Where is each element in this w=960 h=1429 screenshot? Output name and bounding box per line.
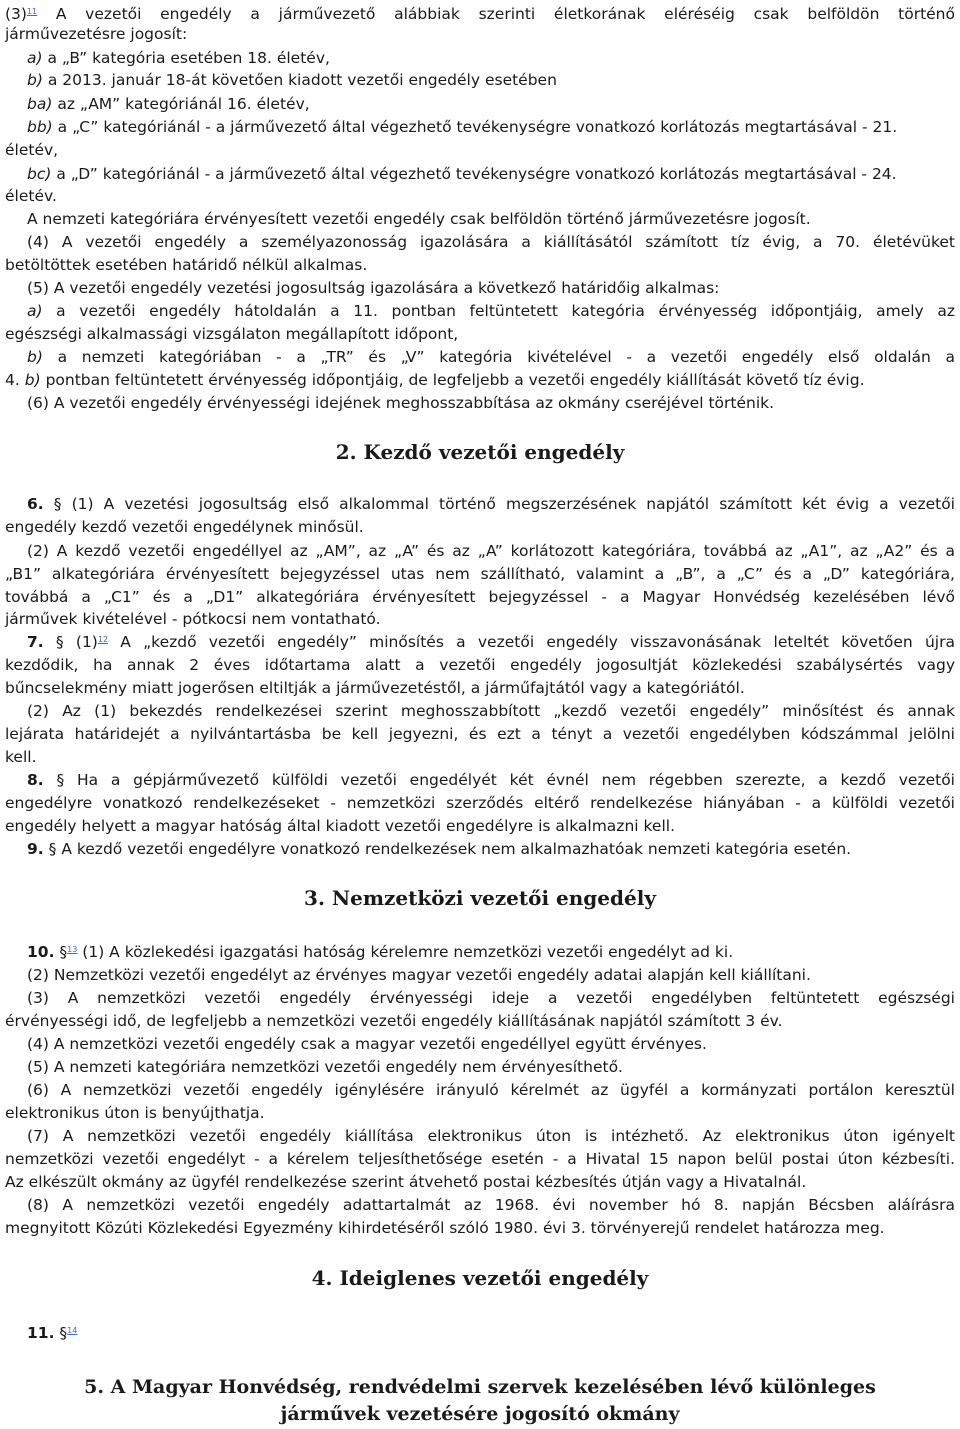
- footnote-link[interactable]: 11: [26, 7, 38, 16]
- p3-item-bb-cont: életév,: [5, 141, 59, 159]
- section-sign-link[interactable]: §: [55, 633, 64, 651]
- s8-line-2: engedélyre vonatkozó rendelkezéseket - nemzetközi szerződés eltérő rendelkezése hiányában - a külföldi vezetői: [5, 794, 955, 812]
- section-sign-link[interactable]: §: [59, 943, 68, 961]
- s7-line-4: (2) Az (1) bekezdés rendelkezései szerint meghosszabbított „kezdő vezetői engedély” minősítést és annak: [27, 702, 955, 720]
- s11-line-1: 11. §$^{14}$: [27, 1324, 78, 1342]
- section-heading-2: 2. Kezdő vezetői engedély: [335, 440, 625, 464]
- p5-item-a-cont: egészségi alkalmassági vizsgálaton megállapított időpont,: [5, 325, 459, 343]
- s6-line-4: „B1” alkategóriára érvényesített bejegyzéssel utas nem szállítható, valamint a „B”, a „C” és a „D” kategóriára,: [5, 565, 955, 583]
- s10-line-8: elektronikus úton is benyújthatja.: [5, 1104, 265, 1122]
- s8-line-1: 8. § Ha a gépjárművezető külföldi vezetői engedélyét két évnél nem régebben szerezte, a kezdő vezetői: [27, 771, 955, 789]
- footnote-link[interactable]: 13: [67, 945, 78, 954]
- p3-item-a: a) a „B” kategória esetében 18. életév,: [27, 49, 330, 67]
- s9-line-1: 9. § A kezdő vezetői engedélyre vonatkozó rendelkezések nem alkalmazhatóak nemzeti kategória esetén.: [27, 840, 852, 858]
- section-sign-link[interactable]: §: [53, 495, 62, 513]
- s7-line-3: bűncselekmény miatt jogerősen eltiltják a járművezetéstől, a járműfajtától vagy a kategóriától.: [5, 679, 745, 697]
- p4-line-2: betöltöttek esetében határidő nélkül alkalmas.: [5, 256, 368, 274]
- s10-line-1: 10. §$^{13}$ (1) A közlekedési igazgatási hatóság kérelemre nemzetközi vezetői engedélyt ad ki.: [27, 943, 734, 961]
- s6-line-3: (2) A kezdő vezetői engedéllyel az „AM”, az „A” és az „A” korlátozott kategóriára, továbbá az „A1”, az „A2” és a: [27, 542, 955, 560]
- p6-line-1: (6) A vezetői engedély érvényességi idejének meghosszabbítása az okmány cseréjével történik.: [27, 394, 775, 412]
- section-heading-4: 4. Ideiglenes vezetői engedély: [311, 1266, 649, 1290]
- s10-line-7: (6) A nemzetközi vezetői engedély igénylésére irányuló kérelmét az ügyfél a kormányzati portálon keresztül: [27, 1081, 955, 1099]
- section-sign-link[interactable]: §: [56, 771, 65, 789]
- p3-item-bb: bb) a „C” kategóriánál - a járművezető által végezhető tevékenységre vonatkozó korlátozás megtartásával - 21.: [27, 118, 898, 136]
- section-heading-5-line-1: 5. A Magyar Honvédség, rendvédelmi szervek kezelésében lévő különleges: [84, 1376, 876, 1398]
- s6-line-6: járművek kivételével - pótkocsi nem vontatható.: [5, 610, 381, 628]
- p3-line-2: járművezetésre jogosít:: [5, 25, 188, 43]
- p3-item-bc: bc) a „D” kategóriánál - a járművezető által végezhető tevékenységre vonatkozó korlátozás megtartásával - 24.: [27, 165, 897, 183]
- s7-line-5: lejárata határidejét a nyilvántartásba be kell jegyezni, és ezt a tényt a vezetői engedélyben kódszámmal jelölni: [5, 725, 955, 743]
- s10-line-2: (2) Nemzetközi vezetői engedélyt az érvényes magyar vezetői engedély adatai alapján kell kiállítani.: [27, 966, 811, 984]
- s7-line-6: kell.: [5, 748, 37, 766]
- s6-line-1: 6. § (1) A vezetési jogosultság első alkalommal történő megszerzésének napjától számított két évig a vezetői: [27, 495, 955, 513]
- p5-line-1: (5) A vezetői engedély vezetési jogosultság igazolására a következő határidőig alkalmas:: [27, 279, 720, 297]
- s10-line-10: nemzetközi vezetői engedélyt - a kérelem teljesíthetősége esetén - a Hivatal 15 napon belül postai úton kézbesíti.: [5, 1150, 955, 1168]
- section-sign-link[interactable]: §: [48, 840, 57, 858]
- p4-line-1: (4) A vezetői engedély a személyazonosság igazolására a kiállításától számított tíz évig, a 70. életévüket: [27, 233, 955, 251]
- s6-line-5: továbbá a „C1” és a „D1” alkategóriára érvényesített bejegyzéssel - a Magyar Honvédség kezelésében lévő: [5, 588, 955, 606]
- s10-line-11: Az elkészült okmány az ügyfél rendelkezése szerint átvehető postai kézbesítés útján vagy a Hivatalnál.: [5, 1173, 807, 1191]
- section-heading-5-line-2: járművek vezetésére jogosító okmány: [280, 1403, 680, 1425]
- p3-national: A nemzeti kategóriára érvényesített vezetői engedély csak belföldön történő járművezetésre jogosít.: [27, 210, 811, 228]
- s10-line-12: (8) A nemzetközi vezetői engedély adattartalmát az 1968. évi november hó 8. napján Bécsben aláírásra: [27, 1196, 955, 1214]
- s8-line-3: engedély helyett a magyar hatóság által kiadott vezetői engedélyre is alkalmazni kell.: [5, 817, 675, 835]
- s10-line-3: (3) A nemzetközi vezetői engedély érvényességi ideje a vezetői engedélyben feltüntetett egészségi: [27, 989, 955, 1007]
- s10-line-6: (5) A nemzeti kategóriára nemzetközi vezetői engedély nem érvényesíthető.: [27, 1058, 623, 1076]
- section-heading-3: 3. Nemzetközi vezetői engedély: [304, 886, 656, 910]
- s10-line-9: (7) A nemzetközi vezetői engedély kiállítása elektronikus úton is intézhető. Az elektronikus úton igényelt: [27, 1127, 955, 1145]
- p3-item-b: b) a 2013. január 18-át követően kiadott vezetői engedély esetében: [27, 71, 557, 89]
- footnote-link[interactable]: 12: [97, 635, 109, 644]
- p5-item-a: a) a vezetői engedély hátoldalán a 11. pontban feltüntetett kategória érvényesség időpontjáig, amely az: [27, 302, 955, 320]
- s10-line-4: érvényességi idő, de legfeljebb a nemzetközi vezetői engedély kiállításának napjától számított 3 év.: [5, 1012, 783, 1030]
- footnote-link[interactable]: 14: [67, 1326, 78, 1335]
- section-sign-link[interactable]: §: [59, 1324, 68, 1342]
- p5-item-b: b) a nemzeti kategóriában - a „TR” és „V” kategória kivételével - a vezetői engedély első oldalán a: [27, 348, 955, 366]
- s7-line-2: kezdődik, ha annak 2 éves időtartama alatt a vezetői engedély jogosultját közlekedési szabálysértés vagy: [5, 656, 955, 674]
- s7-line-1: 7. § $(1)^{12}$ A „kezdő vezetői engedély” minősítés a vezetői engedély visszavonásának leteltét követően újra: [27, 633, 955, 651]
- p3-item-ba: ba) az „AM” kategóriánál 16. életév,: [27, 95, 310, 113]
- s6-line-2: engedély kezdő vezetői engedélynek minősül.: [5, 518, 364, 536]
- p3-item-bc-cont: életév.: [5, 187, 57, 205]
- s10-line-5: (4) A nemzetközi vezetői engedély csak a magyar vezetői engedéllyel együtt érvényes.: [27, 1035, 707, 1053]
- p3-line-1: $(3)^{11}$ A vezetői engedély a járművezető alábbiak szerinti életkorának eléréséig csak belföldön történő: [5, 5, 955, 23]
- s10-line-13: megnyitott Közúti Közlekedési Egyezmény kihirdetéséről szóló 1980. évi 3. törvényerejű rendelet határozza meg.: [5, 1219, 885, 1237]
- p5-item-b-cont: 4. b) pontban feltüntetett érvényesség időpontjáig, de legfeljebb a vezetői engedély kiállítását követő tíz évig.: [5, 371, 865, 389]
